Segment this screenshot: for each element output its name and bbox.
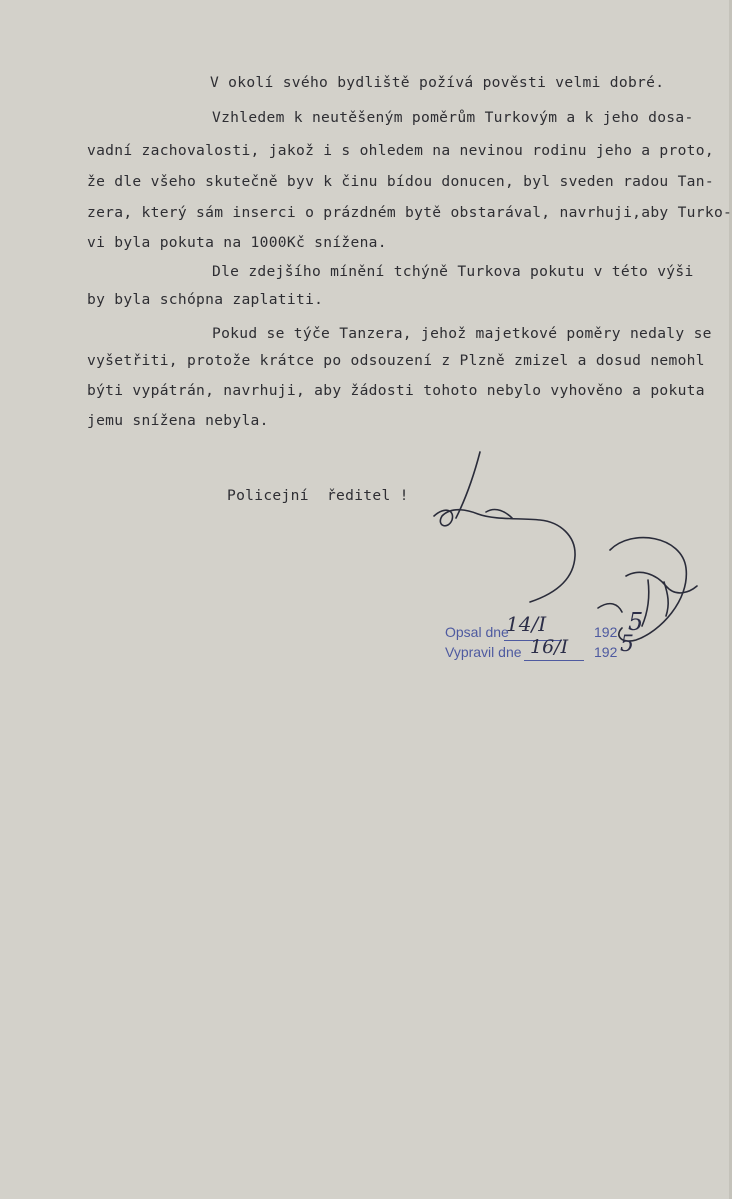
text-line-1: V okolí svého bydliště požívá pověsti velmi dobré.	[210, 74, 665, 91]
signature-label: Policejní ředitel !	[227, 487, 409, 504]
text-line-5: zera, který sám inserci o prázdném bytě obstarával, navrhuji,aby Turko-	[87, 204, 732, 221]
text-line-9: Pokud se týče Tanzera, jehož majetkové poměry nedaly se	[212, 325, 712, 342]
stamp-vypravil-year-hand: 5	[620, 632, 634, 657]
stamp-opsal-year-hand: 5	[628, 608, 644, 636]
text-line-10: vyšetřiti, protože krátce po odsouzení z Plzně zmizel a dosud nemohl	[87, 352, 705, 369]
text-line-7: Dle zdejšího mínění tchýně Turkova pokutu v této výši	[212, 263, 694, 280]
text-line-8: by byla schópna zaplatiti.	[87, 291, 324, 308]
stamp-opsal-label: Opsal dne	[445, 624, 509, 640]
text-line-4: že dle všeho skutečně byv k činu bídou donucen, byl sveden radou Tan-	[87, 173, 714, 190]
text-line-12: jemu snížena nebyla.	[87, 412, 269, 429]
stamp-vypravil-label: Vypravil dne	[445, 644, 522, 660]
text-line-2: Vzhledem k neutěšeným poměrům Turkovým a k jeho dosa-	[212, 109, 694, 126]
stamp-vypravil-date: 16/I	[530, 636, 569, 658]
stamp-vypravil-year: 192	[594, 644, 618, 660]
stamp-vypravil-line	[524, 648, 584, 661]
stamp-opsal-year: 192	[594, 624, 618, 640]
text-line-11: býti vypátrán, navrhuji, aby žádosti tohoto nebylo vyhověno a pokuta	[87, 382, 705, 399]
text-line-6: vi byla pokuta na 1000Kč snížena.	[87, 234, 387, 251]
text-line-3: vadní zachovalosti, jakož i s ohledem na nevinou rodinu jeho a proto,	[87, 142, 714, 159]
stamp-opsal-date: 14/I	[506, 612, 547, 636]
